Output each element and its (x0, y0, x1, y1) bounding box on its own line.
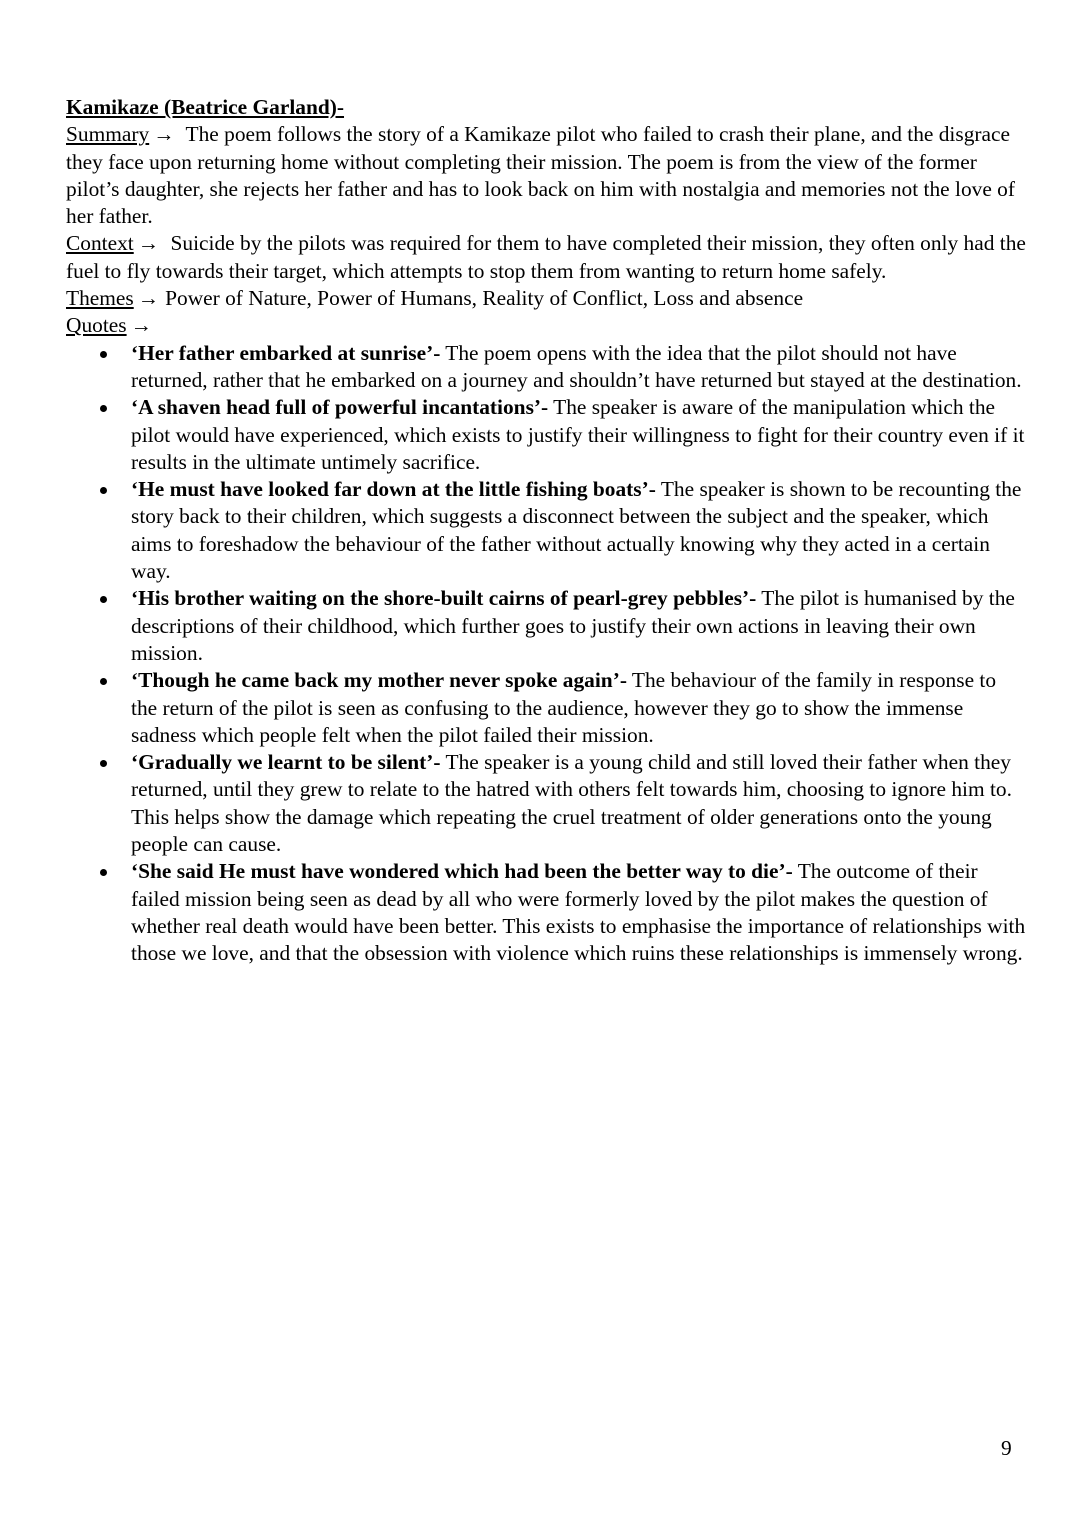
quote-text: ‘She said He must have wondered which had been the better way to die’- (131, 859, 793, 884)
quote-analysis: The speaker is a young child and still loved their father when they returned, until they grew to relate to the hatred with others felt towards him, choosing to ignore him to. This helps show the damage which repeating the cruel treatment of older generations onto the young people can cause. (131, 750, 1012, 857)
bullet-icon (100, 487, 107, 494)
themes-label: Themes (66, 286, 134, 311)
quote-text: ‘Gradually we learnt to be silent’- (131, 750, 441, 775)
quote-item (66, 858, 1026, 967)
quotes-section (66, 312, 1026, 339)
quote-item (66, 340, 1026, 395)
quote-text: ‘His brother waiting on the shore-built cairns of pearl-grey pebbles’- (131, 586, 757, 611)
quotes-label: Quotes (66, 313, 127, 338)
quote-item (66, 394, 1026, 476)
summary-text: The poem follows the story of a Kamikaze pilot who failed to crash their plane, and the disgrace they face upon returning home without completing their mission. The poem is from the view of the former pilot’s daughter, she rejects her father and has to look back on him with nostalgia and memories not the love of her father. (66, 122, 1015, 229)
themes-text: Power of Nature, Power of Humans, Reality of Conflict, Loss and absence (165, 286, 804, 311)
quote-text: ‘Her father embarked at sunrise’- (131, 340, 441, 365)
quote-text: ‘He must have looked far down at the little fishing boats’- (131, 477, 656, 502)
quote-text: ‘Though he came back my mother never spoke again’- (131, 668, 627, 693)
quote-analysis: The speaker is shown to be recounting the story back to their children, which suggests a disconnect between the subject and the speaker, which aims to foreshadow the behaviour of the father without actually knowing why they acted in a certain way. (131, 477, 1022, 584)
summary-label: Summary (66, 122, 150, 147)
bullet-icon (100, 869, 107, 876)
themes-section (66, 285, 1026, 312)
arrow-right-icon: → (130, 313, 152, 338)
page-number: 9 (1001, 1436, 1012, 1460)
context-label: Context (66, 231, 134, 256)
quote-analysis: The speaker is aware of the manipulation which the pilot would have experienced, which exists to justify their willingness to fight for their country even if it results in the ultimate untimely sacrifice. (131, 395, 1025, 474)
bullet-icon (100, 351, 107, 358)
context-section (66, 230, 1026, 285)
quote-text: ‘A shaven head full of powerful incantations’- (131, 395, 549, 420)
arrow-right-icon: → (153, 122, 175, 147)
summary-section (66, 121, 1026, 230)
quote-analysis: The pilot is humanised by the descriptions of their childhood, which further goes to justify their own actions in leaving their own mission. (131, 586, 1015, 665)
quote-item (66, 476, 1026, 585)
arrow-right-icon: → (137, 231, 160, 256)
document-page (66, 94, 1026, 968)
quote-item (66, 585, 1026, 667)
quote-analysis: The outcome of their failed mission being seen as dead by all who were formerly loved by the pilot makes the question of whether real death would have been better. This exists to emphasise the importance of relationships with those we love, and that the obsession with violence which ruins these relationships is immensely wrong. (131, 859, 1026, 966)
bullet-icon (100, 596, 107, 603)
quote-analysis: The behaviour of the family in response to the return of the pilot is seen as confusing to the audience, however they go to show the immense sadness which people felt when the pilot failed their mission. (131, 668, 997, 747)
quote-analysis: The poem opens with the idea that the pilot should not have returned, rather that he embarked on a journey and shouldn’t have returned but stayed at the destination. (131, 340, 1022, 392)
bullet-icon (100, 760, 107, 767)
arrow-right-icon: → (137, 286, 160, 311)
quote-item (66, 749, 1026, 858)
bullet-icon (100, 405, 107, 412)
page-title: Kamikaze (Beatrice Garland)- (66, 95, 345, 119)
bullet-icon (100, 678, 107, 685)
context-text: Suicide by the pilots was required for them to have completed their mission, they often only had the fuel to fly towards their target, which attempts to stop them from wanting to return home safely. (66, 231, 1026, 283)
quotes-list (66, 340, 1026, 968)
quote-item (66, 667, 1026, 749)
